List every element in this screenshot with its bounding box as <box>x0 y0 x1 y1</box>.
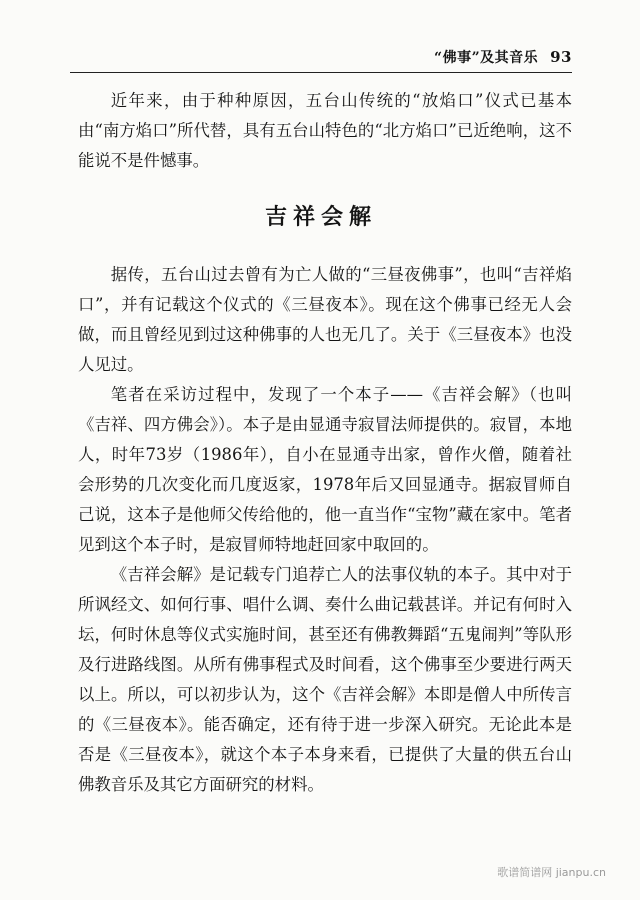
running-head <box>70 47 572 67</box>
intro-block <box>78 86 572 176</box>
section-title: 吉祥会解 <box>264 205 377 230</box>
page-number: 93 <box>550 48 572 66</box>
header-rule <box>70 72 572 73</box>
body-paragraph-1: 据传，五台山过去曾有为亡人做的“三昼夜佛事”，也叫“吉祥焰口”，并有记载这个仪式的《三昼夜本》。现在这个佛事已经无人会做，而且曾经见到过这种佛事的人也无几了。关于《三昼夜本》也没人见过。 <box>78 265 572 374</box>
running-title: “佛事”及其音乐 <box>434 50 539 66</box>
section-body <box>78 260 572 800</box>
intro-paragraph: 近年来，由于种种原因，五台山传统的“放焰口”仪式已基本由“南方焰口”所代替，具有五台山特色的“北方焰口”已近绝响，这不能说不是件憾事。 <box>78 91 572 170</box>
body-paragraph-3: 《吉祥会解》是记载专门追荐亡人的法事仪轨的本子。其中对于所讽经文、如何行事、唱什么调、奏什么曲记载甚详。并记有何时入坛，何时休息等仪式实施时间，甚至还有佛教舞蹈“五鬼闹判”等队形及行进路线图。从所有佛事程式及时间看，这个佛事至少要进行两天以上。所以，可以初步认为，这个《吉祥会解》本即是僧人中所传言的《三昼夜本》。能否确定，还有待于进一步深入研究。无论此本是否是《三昼夜本》，就这个本子本身来看，已提供了大量的供五台山佛教音乐及其它方面研究的材料。 <box>78 565 572 794</box>
site-watermark: 歌谱简谱网 jianpu.cn <box>497 866 606 879</box>
body-paragraph-2: 笔者在采访过程中，发现了一个本子——《吉祥会解》（也叫《吉祥、四方佛会》）。本子是由显通寺寂冒法师提供的。寂冒，本地人，时年73岁（1986年），自小在显通寺出家，曾作火僧，随着社会形势的几次变化而几度返家，1978年后又回显通寺。据寂冒师自己说，这本子是他师父传给他的，他一直当作“宝物”藏在家中。笔者见到这个本子时，是寂冒师特地赶回家中取回的。 <box>78 385 572 554</box>
